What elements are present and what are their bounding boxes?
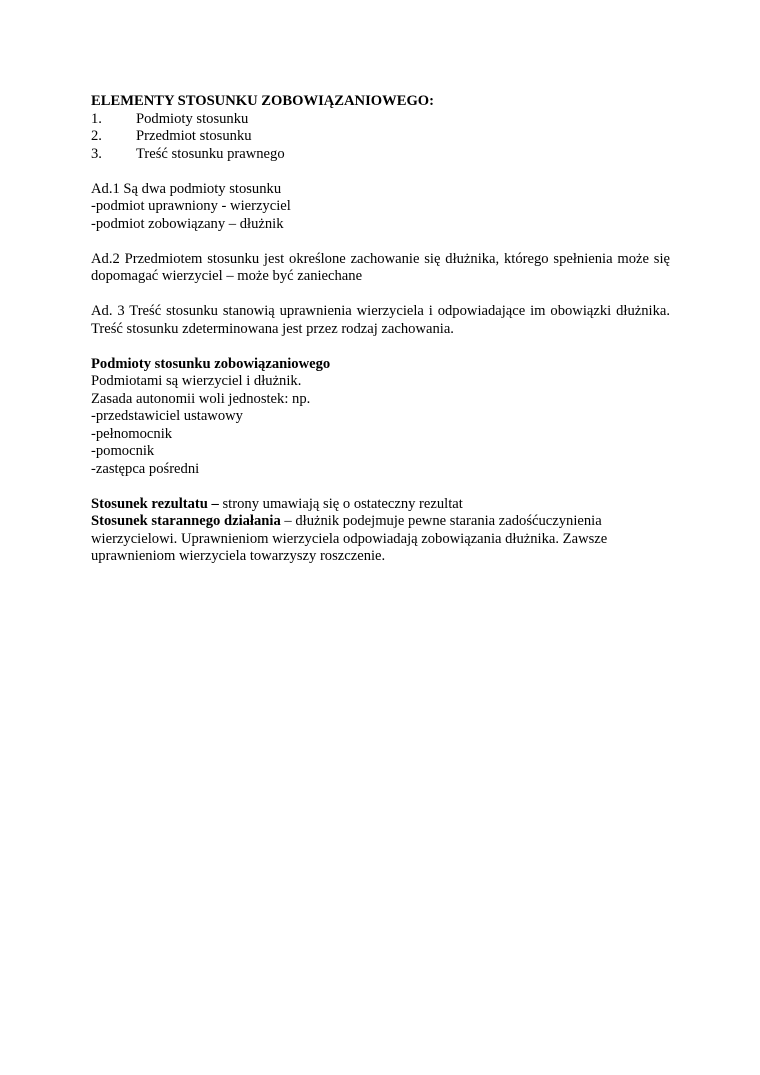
starannego-line bbox=[91, 513, 670, 531]
ad3-paragraph: Ad. 3 Treść stosunku stanowią uprawnienia wierzyciela i odpowiadające im obowiązki dłużnika. Treść stosunku zdeterminowana jest przez rodzaj zachowania. bbox=[91, 303, 670, 337]
list-item bbox=[91, 128, 670, 146]
list-text: Przedmiot stosunku bbox=[136, 128, 252, 144]
list-item: -zastępca pośredni bbox=[91, 460, 200, 477]
document-heading: ELEMENTY STOSUNKU ZOBOWIĄZANIOWEGO: bbox=[91, 93, 435, 109]
ad1-title: Ad.1 Są dwa podmioty stosunku bbox=[91, 180, 282, 197]
list-item bbox=[91, 146, 670, 164]
list-text: Podmioty stosunku bbox=[136, 110, 249, 127]
section-heading: Podmioty stosunku zobowiązaniowego bbox=[91, 355, 331, 372]
starannego-label: Stosunek starannego działania bbox=[91, 513, 281, 529]
spacer bbox=[91, 163, 670, 181]
list-number: 2. bbox=[91, 128, 102, 144]
ad2-paragraph: Ad.2 Przedmiotem stosunku jest określone zachowanie się dłużnika, którego spełnienia może się dopomagać wierzyciel – może być zaniechane bbox=[91, 250, 670, 284]
list-number: 1. bbox=[91, 110, 102, 127]
list-item: -pełnomocnik bbox=[91, 425, 173, 442]
spacer bbox=[91, 338, 670, 356]
paragraph-line: Podmiotami są wierzyciel i dłużnik. bbox=[91, 373, 302, 389]
ad1-line: -podmiot uprawniony - wierzyciel bbox=[91, 198, 291, 214]
spacer bbox=[91, 286, 670, 304]
spacer bbox=[91, 478, 670, 496]
elements-list bbox=[91, 111, 670, 164]
list-item: -przedstawiciel ustawowy bbox=[91, 408, 243, 424]
paragraph-line: uprawnieniom wierzyciela towarzyszy roszczenie. bbox=[91, 548, 386, 564]
paragraph-line: Zasada autonomii woli jednostek: np. bbox=[91, 390, 311, 407]
document-page bbox=[91, 93, 670, 566]
list-number: 3. bbox=[91, 145, 102, 162]
stosunki-section bbox=[91, 496, 670, 566]
spacer bbox=[91, 233, 670, 251]
rezultatu-label: Stosunek rezultatu – bbox=[91, 495, 219, 512]
paragraph-line: wierzycielowi. Uprawnieniom wierzyciela odpowiadają zobowiązania dłużnika. Zawsze bbox=[91, 530, 608, 547]
ad1-section bbox=[91, 181, 670, 234]
starannego-text: – dłużnik podejmuje pewne starania zadośćuczynienia bbox=[280, 513, 602, 529]
list-item: -pomocnik bbox=[91, 443, 155, 459]
list-text: Treść stosunku prawnego bbox=[136, 145, 285, 162]
ad1-line: -podmiot zobowiązany – dłużnik bbox=[91, 215, 284, 232]
rezultatu-line bbox=[91, 496, 670, 514]
rezultatu-text: strony umawiają się o ostateczny rezultat bbox=[218, 495, 463, 512]
list-item bbox=[91, 111, 670, 129]
podmioty-section bbox=[91, 356, 670, 479]
